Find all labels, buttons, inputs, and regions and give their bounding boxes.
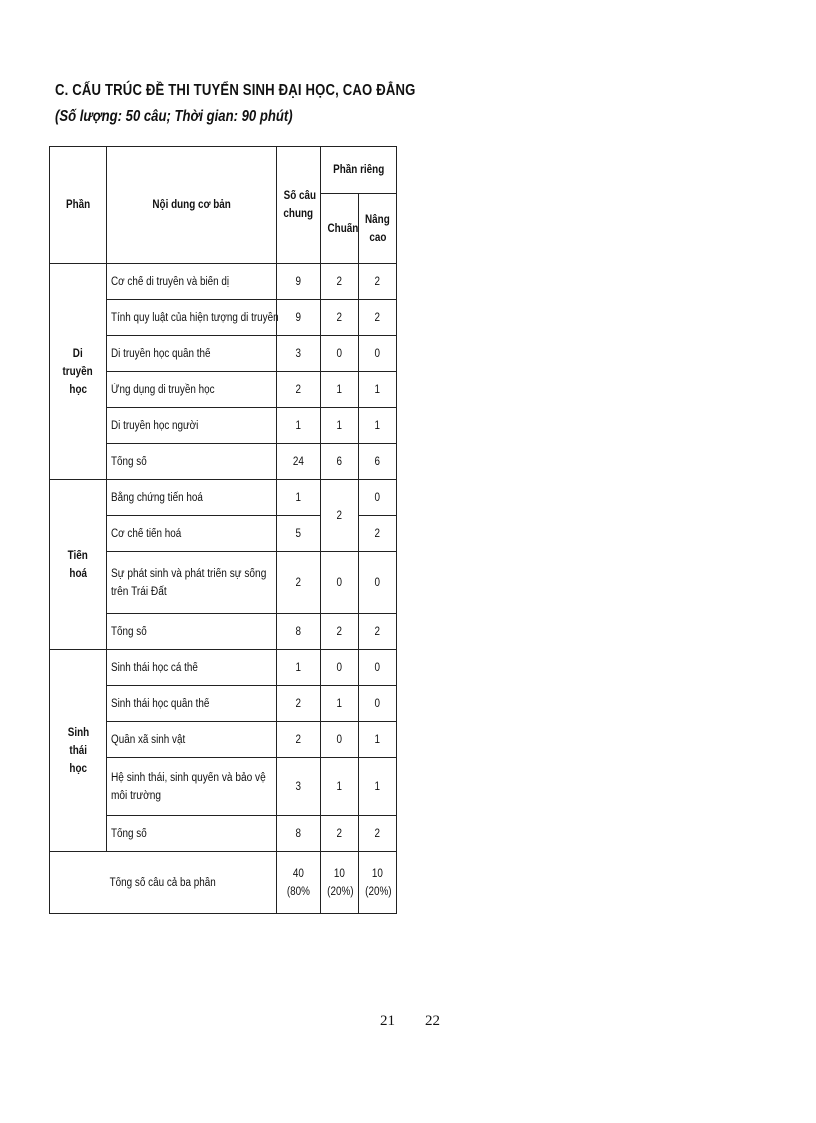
row-content: Bằng chứng tiến hoá bbox=[107, 480, 277, 516]
grand-total-chung: 40 (80% bbox=[277, 852, 321, 914]
row-content: Cơ chế di truyền và biến dị bbox=[107, 264, 277, 300]
row-nang-cao: 0 bbox=[359, 336, 397, 372]
row-chuan: 0 bbox=[321, 650, 359, 686]
row-chung: 8 bbox=[277, 614, 321, 650]
exam-structure-table bbox=[49, 146, 397, 914]
table-row bbox=[50, 650, 397, 686]
row-chuan: 2 bbox=[321, 300, 359, 336]
row-nang-cao: 2 bbox=[359, 816, 397, 852]
row-nang-cao: 2 bbox=[359, 614, 397, 650]
row-chung: 1 bbox=[277, 480, 321, 516]
row-chuan: 0 bbox=[321, 552, 359, 614]
header-phan: Phần bbox=[50, 147, 107, 264]
row-chung: 5 bbox=[277, 516, 321, 552]
row-content: Cơ chế tiến hoá bbox=[107, 516, 277, 552]
row-nang-cao: 1 bbox=[359, 758, 397, 816]
row-chuan: 0 bbox=[321, 336, 359, 372]
row-chuan: 2 bbox=[321, 614, 359, 650]
row-chuan: 1 bbox=[321, 372, 359, 408]
row-chung: 2 bbox=[277, 686, 321, 722]
row-chuan-merged: 2 bbox=[321, 480, 359, 552]
header-phan-rieng: Phần riêng bbox=[321, 147, 397, 194]
row-chung: 3 bbox=[277, 758, 321, 816]
row-content: Quần xã sinh vật bbox=[107, 722, 277, 758]
page-number: 22 bbox=[425, 1013, 440, 1029]
header-chuan: Chuẩn bbox=[321, 194, 359, 264]
row-nang-cao: 2 bbox=[359, 516, 397, 552]
grand-total-label: Tổng số câu cả ba phần bbox=[50, 852, 277, 914]
page-numbers bbox=[380, 1013, 470, 1030]
header-so-cau-chung: Số câu chung bbox=[277, 147, 321, 264]
row-chuan: 2 bbox=[321, 816, 359, 852]
grand-total-nang-cao: 10 (20%) bbox=[359, 852, 397, 914]
row-chung: 24 bbox=[277, 444, 321, 480]
row-nang-cao: 1 bbox=[359, 408, 397, 444]
page-number: 21 bbox=[380, 1013, 395, 1029]
row-chung: 9 bbox=[277, 264, 321, 300]
row-chung: 2 bbox=[277, 722, 321, 758]
row-chuan: 6 bbox=[321, 444, 359, 480]
header-nang-cao: Nâng cao bbox=[359, 194, 397, 264]
header-row bbox=[50, 147, 397, 194]
row-nang-cao: 0 bbox=[359, 480, 397, 516]
row-chung: 2 bbox=[277, 372, 321, 408]
row-content: Sự phát sinh và phát triển sự sống trên Trái Đất bbox=[107, 552, 277, 614]
grand-total-row bbox=[50, 852, 397, 914]
row-chuan: 1 bbox=[321, 408, 359, 444]
row-nang-cao: 1 bbox=[359, 372, 397, 408]
row-content: Tổng số bbox=[107, 444, 277, 480]
row-nang-cao: 2 bbox=[359, 300, 397, 336]
row-content: Sinh thái học cá thể bbox=[107, 650, 277, 686]
table-row bbox=[50, 480, 397, 516]
header-noi-dung: Nội dung cơ bản bbox=[107, 147, 277, 264]
table-row bbox=[50, 264, 397, 300]
row-chung: 9 bbox=[277, 300, 321, 336]
row-nang-cao: 0 bbox=[359, 552, 397, 614]
row-chung: 1 bbox=[277, 408, 321, 444]
row-nang-cao: 0 bbox=[359, 650, 397, 686]
section-name-di-truyen-hoc: Di truyền học bbox=[50, 264, 107, 480]
row-content: Tính quy luật của hiện tượng di truyền bbox=[107, 300, 277, 336]
row-nang-cao: 2 bbox=[359, 264, 397, 300]
row-content: Sinh thái học quần thể bbox=[107, 686, 277, 722]
row-chuan: 0 bbox=[321, 722, 359, 758]
row-chung: 1 bbox=[277, 650, 321, 686]
row-nang-cao: 6 bbox=[359, 444, 397, 480]
row-chung: 3 bbox=[277, 336, 321, 372]
row-chuan: 1 bbox=[321, 758, 359, 816]
row-content: Di truyền học quần thể bbox=[107, 336, 277, 372]
section-name-tien-hoa: Tiến hoá bbox=[50, 480, 107, 650]
grand-total-chuan: 10 (20%) bbox=[321, 852, 359, 914]
section-name-sinh-thai-hoc: Sinh thái học bbox=[50, 650, 107, 852]
row-content: Hệ sinh thái, sinh quyển và bảo vệ môi trường bbox=[107, 758, 277, 816]
row-content: Di truyền học người bbox=[107, 408, 277, 444]
row-nang-cao: 0 bbox=[359, 686, 397, 722]
row-chung: 8 bbox=[277, 816, 321, 852]
row-content: Ứng dụng di truyền học bbox=[107, 372, 277, 408]
document-title: C. CẤU TRÚC ĐỀ THI TUYỂN SINH ĐẠI HỌC, CAO ĐẲNG bbox=[55, 82, 416, 99]
document-subtitle: (Số lượng: 50 câu; Thời gian: 90 phút) bbox=[55, 108, 293, 125]
row-chuan: 2 bbox=[321, 264, 359, 300]
row-content: Tổng số bbox=[107, 614, 277, 650]
row-nang-cao: 1 bbox=[359, 722, 397, 758]
row-content: Tổng số bbox=[107, 816, 277, 852]
row-chung: 2 bbox=[277, 552, 321, 614]
row-chuan: 1 bbox=[321, 686, 359, 722]
